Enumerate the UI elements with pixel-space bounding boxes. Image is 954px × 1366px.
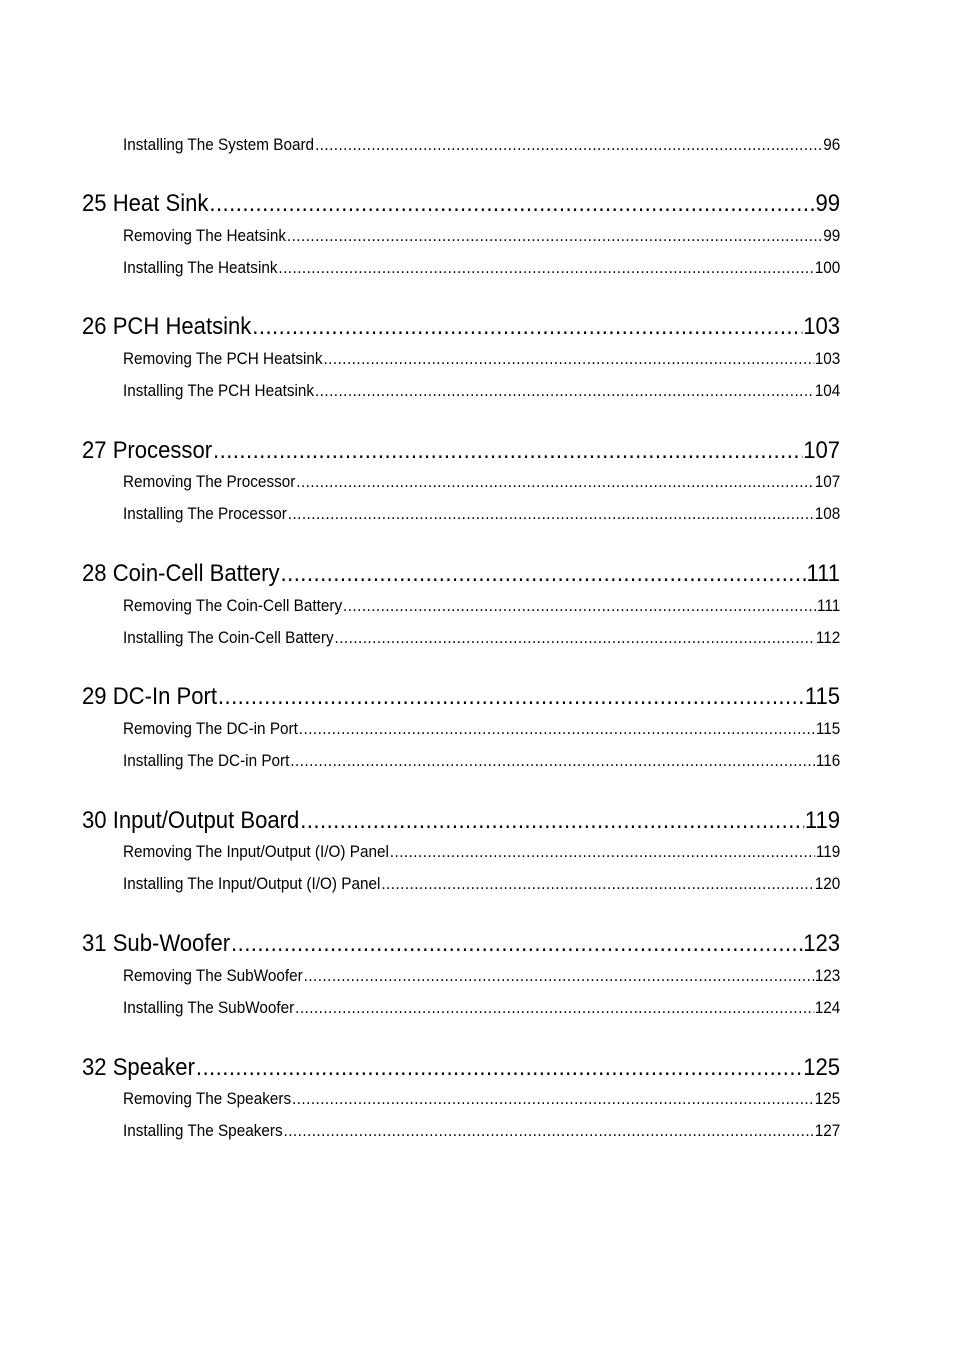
dot-leader [287,226,822,246]
dot-leader [284,1121,814,1141]
toc-entry-page: 115 [815,719,841,738]
toc-chapter-title: 26 PCH Heatsink [82,313,252,340]
toc-chapter-pch-heatsink[interactable] [82,313,840,341]
toc-chapter-title: 31 Sub-Woofer [82,930,231,957]
toc-entry-title: Installing The PCH Heatsink [123,381,315,400]
toc-entry-page: 112 [815,628,841,647]
toc-entry-removing-heatsink[interactable] [123,226,840,246]
dot-leader [304,966,814,986]
toc-entry-page: 100 [814,258,841,277]
toc-entry-installing-subwoofer[interactable] [123,998,840,1018]
toc-entry-title: Removing The DC-in Port [123,719,298,738]
toc-entry-page: 104 [814,381,841,400]
toc-chapter-page: 119 [804,807,841,834]
toc-entry-installing-pch-heatsink[interactable] [123,381,840,401]
toc-entry-removing-io-panel[interactable] [123,842,840,862]
dot-leader [315,381,814,401]
toc-entry-title: Installing The Processor [123,504,287,523]
toc-chapter-title: 27 Processor [82,437,213,464]
toc-entry-page: 99 [823,226,841,245]
toc-entry-removing-coin-cell-battery[interactable] [123,596,840,616]
toc-chapter-page: 115 [804,683,841,710]
toc-entry-page: 116 [815,751,841,770]
dot-leader [315,135,822,155]
toc-entry-page: 103 [814,349,841,368]
toc-entry-installing-system-board[interactable] [123,135,840,155]
toc-entry-title: Installing The Input/Output (I/O) Panel [123,874,381,893]
dot-leader [209,190,814,218]
dot-leader [281,560,806,588]
toc-chapter-page: 111 [806,560,841,587]
dot-leader [299,719,815,739]
toc-entry-title: Removing The Input/Output (I/O) Panel [123,842,389,861]
toc-entry-page: 124 [814,998,841,1017]
dot-leader [213,437,802,465]
toc-chapter-page: 103 [803,313,841,340]
toc-chapter-title: 29 DC-In Port [82,683,217,710]
dot-leader [218,683,804,711]
toc-entry-removing-processor[interactable] [123,472,840,492]
toc-chapter-title: 28 Coin-Cell Battery [82,560,280,587]
toc-entry-page: 111 [817,596,841,615]
dot-leader [196,1054,802,1082]
dot-leader [381,874,814,894]
dot-leader [296,472,814,492]
toc-entry-title: Installing The Coin-Cell Battery [123,628,334,647]
toc-entry-page: 123 [814,966,841,985]
toc-chapter-sub-woofer[interactable] [82,930,840,958]
toc-entry-title: Removing The PCH Heatsink [123,349,323,368]
toc-entry-removing-subwoofer[interactable] [123,966,840,986]
toc-chapter-input-output-board[interactable] [82,807,840,835]
toc-entry-installing-coin-cell-battery[interactable] [123,628,840,648]
toc-entry-removing-speakers[interactable] [123,1089,840,1109]
toc-entry-page: 120 [814,874,841,893]
dot-leader [288,504,814,524]
toc-chapter-title: 25 Heat Sink [82,190,209,217]
toc-entry-title: Removing The Speakers [123,1089,292,1108]
dot-leader [252,313,802,341]
dot-leader [343,596,816,616]
toc-entry-page: 125 [814,1089,841,1108]
toc-entry-title: Installing The DC-in Port [123,751,290,770]
toc-entry-title: Installing The System Board [123,135,315,154]
dot-leader [290,751,815,771]
toc-entry-installing-processor[interactable] [123,504,840,524]
toc-entry-removing-dc-in-port[interactable] [123,719,840,739]
toc-entry-title: Removing The Processor [123,472,296,491]
toc-chapter-processor[interactable] [82,437,840,465]
dot-leader [278,258,813,278]
dot-leader [323,349,813,369]
toc-chapter-title: 32 Speaker [82,1054,195,1081]
toc-chapter-page: 125 [803,1054,841,1081]
dot-leader [231,930,802,958]
toc-entry-page: 108 [814,504,841,523]
toc-entry-title: Removing The Heatsink [123,226,286,245]
toc-chapter-heat-sink[interactable] [82,190,840,218]
toc-entry-title: Installing The Speakers [123,1121,283,1140]
toc-entry-page: 96 [823,135,841,154]
toc-entry-title: Installing The SubWoofer [123,998,295,1017]
toc-entry-installing-heatsink[interactable] [123,258,840,278]
toc-entry-title: Removing The SubWoofer [123,966,303,985]
toc-chapter-coin-cell-battery[interactable] [82,560,840,588]
dot-leader [300,807,804,835]
toc-chapter-page: 123 [803,930,841,957]
toc-entry-removing-pch-heatsink[interactable] [123,349,840,369]
toc-chapter-dc-in-port[interactable] [82,683,840,711]
toc-entry-page: 119 [815,842,841,861]
dot-leader [390,842,815,862]
toc-entry-installing-speakers[interactable] [123,1121,840,1141]
dot-leader [292,1089,814,1109]
dot-leader [295,998,814,1018]
toc-entry-installing-dc-in-port[interactable] [123,751,840,771]
dot-leader [335,628,815,648]
toc-entry-title: Installing The Heatsink [123,258,278,277]
toc-chapter-page: 107 [803,437,841,464]
toc-chapter-speaker[interactable] [82,1054,840,1082]
toc-entry-page: 107 [814,472,841,491]
toc-entry-page: 127 [814,1121,841,1140]
toc-chapter-page: 99 [815,190,841,217]
toc-entry-title: Removing The Coin-Cell Battery [123,596,343,615]
toc-entry-installing-io-panel[interactable] [123,874,840,894]
toc-chapter-title: 30 Input/Output Board [82,807,300,834]
